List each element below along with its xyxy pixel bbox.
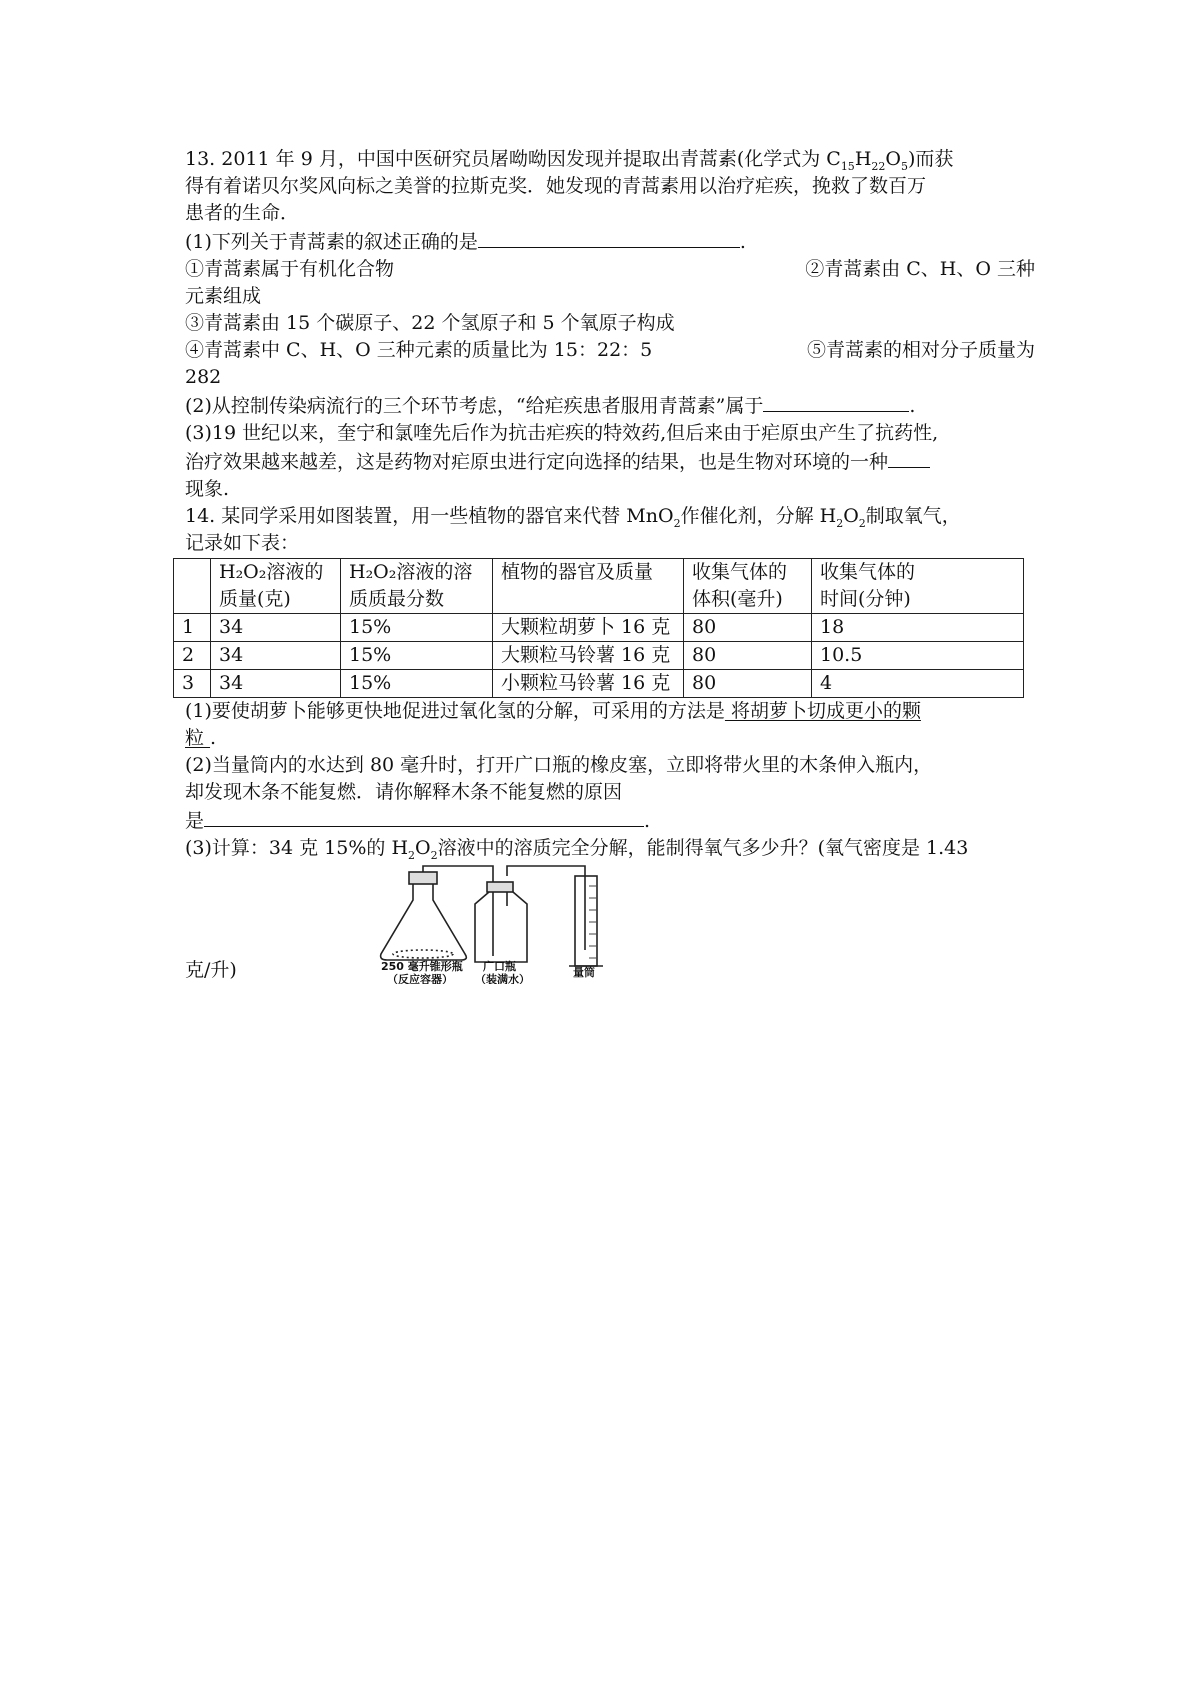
q14-part3-line1 xyxy=(185,835,1035,862)
q13-part3-line2 xyxy=(185,447,1035,476)
table-row xyxy=(174,614,1024,642)
answer-blank[interactable] xyxy=(478,227,740,248)
table-cell: 15% xyxy=(341,670,493,698)
text: 克/升) xyxy=(185,959,237,981)
table-cell: 34 xyxy=(211,642,341,670)
text: (1)下列关于青蒿素的叙述正确的是 xyxy=(185,231,478,253)
apparatus-figure xyxy=(375,862,835,984)
text: (3)计算：34 克 15%的 H xyxy=(185,837,409,859)
subscript: 2 xyxy=(430,848,438,862)
table-cell: 15% xyxy=(341,614,493,642)
text: (1)要使胡萝卜能够更快地促进过氧化氢的分解，可采用的方法是 xyxy=(185,700,725,722)
data-table xyxy=(173,558,1024,698)
bottle-sublabel: （装满水） xyxy=(475,973,530,984)
table-cell: 10.5 xyxy=(812,642,1024,670)
q13-part3-line3: 现象. xyxy=(185,478,230,500)
option-1: ①青蒿素属于有机化合物 xyxy=(185,258,395,280)
header-cell: 收集气体的 时间(分钟) xyxy=(812,559,1024,614)
table-cell: 4 xyxy=(812,670,1024,698)
bottle-icon xyxy=(475,892,527,962)
flask-contents xyxy=(393,950,453,958)
q14-part1-line1 xyxy=(185,698,1035,725)
subscript: 5 xyxy=(900,159,908,173)
q14-stem-line1 xyxy=(185,503,1035,530)
header-cell: H₂O₂溶液的 质量(克) xyxy=(211,559,341,614)
subscript: 2 xyxy=(408,848,416,862)
subscript: 22 xyxy=(871,159,886,173)
option-4: ④青蒿素中 C、H、O 三种元素的质量比为 15：22：5 xyxy=(185,339,653,361)
table-cell: 大颗粒胡萝卜 16 克 xyxy=(493,614,684,642)
cylinder-icon xyxy=(575,876,597,966)
q14-part2-line3 xyxy=(185,806,1035,835)
figure-line xyxy=(185,862,1035,984)
table-cell: 80 xyxy=(684,642,812,670)
text: 是 xyxy=(185,810,205,832)
q13-part3-line1: (3)19 世纪以来，奎宁和氯喹先后作为抗击疟疾的特效药,但后来由于疟原虫产生了抗药性, xyxy=(185,422,939,444)
text: 14. 某同学采用如图装置，用一些植物的器官来代替 MnO xyxy=(185,505,674,527)
q13-options-row1 xyxy=(185,256,1035,283)
text: 治疗效果越来越差，这是药物对疟原虫进行定向选择的结果，也是生物对环境的一种 xyxy=(185,451,889,473)
q13-stem-line3: 患者的生命． xyxy=(185,202,300,224)
table-cell: 3 xyxy=(174,670,211,698)
subscript: 2 xyxy=(836,516,844,530)
bottle-label: 广口瓶 xyxy=(483,960,516,973)
q14-stem-line2: 记录如下表： xyxy=(185,532,300,554)
header-cell: 植物的器官及质量 xyxy=(493,559,684,614)
bottle-stopper xyxy=(487,882,513,892)
table-header-row xyxy=(174,559,1024,614)
flask-label: 250 毫升锥形瓶 xyxy=(381,960,463,973)
text: . xyxy=(210,727,217,749)
filled-answer: 将胡萝卜切成更小的颗 xyxy=(724,700,921,722)
text: . xyxy=(739,231,746,253)
text: (2)从控制传染病流行的三个环节考虑，“给疟疾患者服用青蒿素”属于 xyxy=(185,395,764,417)
answer-blank[interactable] xyxy=(888,447,930,468)
subscript: 2 xyxy=(673,516,681,530)
table-cell: 80 xyxy=(684,614,812,642)
table-row xyxy=(174,642,1024,670)
q13-part1 xyxy=(185,227,1035,256)
text: 制取氧气， xyxy=(865,505,961,527)
text: . xyxy=(644,810,651,832)
table-cell: 15% xyxy=(341,642,493,670)
text: O xyxy=(885,148,901,170)
header-cell: 收集气体的 体积(毫升) xyxy=(684,559,812,614)
table-cell: 小颗粒马铃薯 16 克 xyxy=(493,670,684,698)
text: . xyxy=(909,395,916,417)
option-3: ③青蒿素由 15 个碳原子、22 个氢原子和 5 个氧原子构成 xyxy=(185,312,675,334)
tube-2 xyxy=(507,866,585,950)
q14-part1-line2 xyxy=(185,725,1035,752)
q14-part2-line1: (2)当量筒内的水达到 80 毫升时，打开广口瓶的橡皮塞，立即将带火里的木条伸入瓶内， xyxy=(185,754,933,776)
option-5: ⑤青蒿素的相对分子质量为 xyxy=(806,339,1035,361)
text: O xyxy=(843,505,859,527)
subscript: 2 xyxy=(858,516,866,530)
flask-stopper xyxy=(409,872,437,884)
table-row xyxy=(174,670,1024,698)
text: 作催化剂，分解 H xyxy=(680,505,837,527)
option-2: ②青蒿素由 C、H、O 三种 xyxy=(805,258,1035,280)
header-cell xyxy=(174,559,211,614)
option-5-cont: 282 xyxy=(185,366,222,388)
option-2-cont: 元素组成 xyxy=(185,285,262,307)
filled-answer: 粒 xyxy=(185,727,211,749)
q13-stem-line1 xyxy=(185,146,1035,173)
answer-blank[interactable] xyxy=(204,806,644,827)
table-cell: 1 xyxy=(174,614,211,642)
table-cell: 34 xyxy=(211,670,341,698)
q13-part2 xyxy=(185,391,1035,420)
header-cell: H₂O₂溶液的溶 质质最分数 xyxy=(341,559,493,614)
table-cell: 2 xyxy=(174,642,211,670)
table-cell: 80 xyxy=(684,670,812,698)
text: O xyxy=(415,837,431,859)
answer-blank[interactable] xyxy=(763,391,909,412)
text: )而获 xyxy=(907,148,954,170)
table-cell: 18 xyxy=(812,614,1024,642)
cylinder-label: 量筒 xyxy=(573,966,595,979)
subscript: 15 xyxy=(840,159,855,173)
text: H xyxy=(854,148,872,170)
q14-part2-line2: 却发现木条不能复燃．请你解释木条不能复燃的原因 xyxy=(185,781,623,803)
text: 13. 2011 年 9 月，中国中医研究员屠呦呦因发现并提取出青蒿素(化学式为 C xyxy=(185,148,841,170)
table-cell: 34 xyxy=(211,614,341,642)
worksheet xyxy=(182,146,1035,984)
q13-stem-line2: 得有着诺贝尔奖风向标之美誉的拉斯克奖．她发现的青蒿素用以治疗疟疾，挽救了数百万 xyxy=(185,175,927,197)
q13-options-row3 xyxy=(185,337,1035,364)
text: 溶液中的溶质完全分解，能制得氧气多少升？(氧气密度是 1.43 xyxy=(437,837,969,859)
flask-icon xyxy=(381,884,467,960)
flask-sublabel: （反应容器） xyxy=(387,973,453,984)
table-cell: 大颗粒马铃薯 16 克 xyxy=(493,642,684,670)
